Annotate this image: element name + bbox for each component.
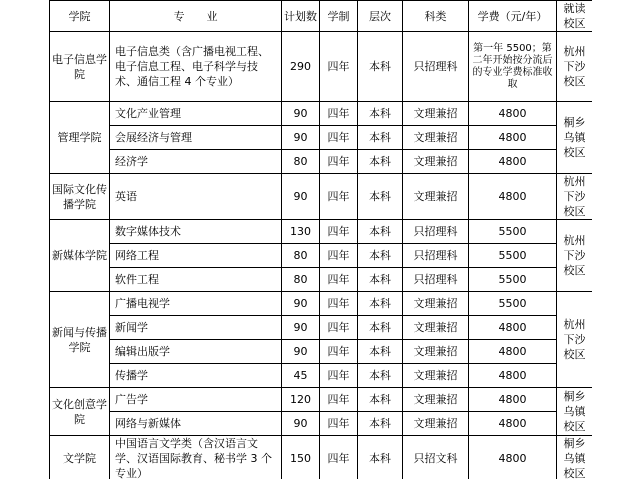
duration-cell: 四年 <box>320 244 358 268</box>
college-cell: 电子信息学院 <box>50 32 110 102</box>
quota-cell: 90 <box>282 292 320 316</box>
campus-cell: 杭州下沙校区 <box>557 174 593 220</box>
level-cell: 本科 <box>358 412 403 436</box>
fee-cell: 4800 <box>469 412 557 436</box>
category-cell: 文理兼招 <box>403 316 469 340</box>
major-cell: 网络与新媒体 <box>110 412 282 436</box>
fee-cell: 第一年 5500；第二年开始按分流后的专业学费标准收取 <box>469 32 557 102</box>
major-cell: 数字媒体技术 <box>110 220 282 244</box>
quota-cell: 90 <box>282 316 320 340</box>
category-cell: 文理兼招 <box>403 102 469 126</box>
table-row <box>50 126 593 150</box>
fee-cell: 4800 <box>469 316 557 340</box>
college-cell: 文化创意学院 <box>50 388 110 436</box>
category-cell: 只招理科 <box>403 32 469 102</box>
enrollment-table <box>49 0 592 479</box>
quota-cell: 120 <box>282 388 320 412</box>
campus-cell: 桐乡乌镇校区 <box>557 388 593 436</box>
fee-cell: 4800 <box>469 388 557 412</box>
college-cell: 新闻与传播学院 <box>50 292 110 388</box>
duration-cell: 四年 <box>320 340 358 364</box>
category-cell: 文理兼招 <box>403 340 469 364</box>
header-fee: 学费（元/年） <box>469 1 557 32</box>
table-row <box>50 436 593 479</box>
duration-cell: 四年 <box>320 174 358 220</box>
category-cell: 文理兼招 <box>403 150 469 174</box>
campus-cell: 杭州下沙校区 <box>557 220 593 292</box>
campus-cell: 桐乡乌镇校区 <box>557 102 593 174</box>
duration-cell: 四年 <box>320 436 358 479</box>
enrollment-plan-sheet <box>49 0 592 479</box>
header-category: 科类 <box>403 1 469 32</box>
quota-cell: 130 <box>282 220 320 244</box>
quota-cell: 45 <box>282 364 320 388</box>
table-row <box>50 244 593 268</box>
fee-cell: 4800 <box>469 436 557 479</box>
campus-cell: 杭州下沙校区 <box>557 292 593 388</box>
level-cell: 本科 <box>358 388 403 412</box>
table-row <box>50 268 593 292</box>
major-cell: 中国语言文学类（含汉语言文学、汉语国际教育、秘书学 3 个专业） <box>110 436 282 479</box>
level-cell: 本科 <box>358 292 403 316</box>
level-cell: 本科 <box>358 268 403 292</box>
table-row <box>50 340 593 364</box>
table-row <box>50 150 593 174</box>
level-cell: 本科 <box>358 150 403 174</box>
college-cell: 国际文化传播学院 <box>50 174 110 220</box>
table-row <box>50 32 593 102</box>
major-cell: 广播电视学 <box>110 292 282 316</box>
level-cell: 本科 <box>358 126 403 150</box>
quota-cell: 80 <box>282 268 320 292</box>
table-row <box>50 412 593 436</box>
category-cell: 文理兼招 <box>403 174 469 220</box>
campus-cell: 杭州下沙校区 <box>557 32 593 102</box>
level-cell: 本科 <box>358 174 403 220</box>
fee-cell: 4800 <box>469 150 557 174</box>
quota-cell: 150 <box>282 436 320 479</box>
level-cell: 本科 <box>358 102 403 126</box>
quota-cell: 90 <box>282 412 320 436</box>
level-cell: 本科 <box>358 316 403 340</box>
major-cell: 广告学 <box>110 388 282 412</box>
college-cell: 文学院 <box>50 436 110 479</box>
header-campus: 就读校区 <box>557 1 593 32</box>
major-cell: 网络工程 <box>110 244 282 268</box>
table-row <box>50 388 593 412</box>
quota-cell: 80 <box>282 150 320 174</box>
table-body <box>50 32 593 479</box>
quota-cell: 90 <box>282 126 320 150</box>
level-cell: 本科 <box>358 220 403 244</box>
fee-cell: 4800 <box>469 102 557 126</box>
table-row <box>50 316 593 340</box>
duration-cell: 四年 <box>320 364 358 388</box>
category-cell: 只招理科 <box>403 244 469 268</box>
header-level: 层次 <box>358 1 403 32</box>
major-cell: 新闻学 <box>110 316 282 340</box>
duration-cell: 四年 <box>320 220 358 244</box>
duration-cell: 四年 <box>320 32 358 102</box>
fee-cell: 4800 <box>469 126 557 150</box>
major-cell: 编辑出版学 <box>110 340 282 364</box>
category-cell: 只招文科 <box>403 436 469 479</box>
fee-cell: 5500 <box>469 268 557 292</box>
duration-cell: 四年 <box>320 126 358 150</box>
major-cell: 传播学 <box>110 364 282 388</box>
header-row <box>50 1 593 32</box>
duration-cell: 四年 <box>320 102 358 126</box>
college-cell: 管理学院 <box>50 102 110 174</box>
duration-cell: 四年 <box>320 412 358 436</box>
campus-cell: 桐乡乌镇校区 <box>557 436 593 479</box>
major-cell: 文化产业管理 <box>110 102 282 126</box>
category-cell: 文理兼招 <box>403 388 469 412</box>
category-cell: 文理兼招 <box>403 412 469 436</box>
major-cell: 软件工程 <box>110 268 282 292</box>
major-cell: 英语 <box>110 174 282 220</box>
header-duration: 学制 <box>320 1 358 32</box>
category-cell: 文理兼招 <box>403 292 469 316</box>
header-college: 学院 <box>50 1 110 32</box>
level-cell: 本科 <box>358 436 403 479</box>
level-cell: 本科 <box>358 340 403 364</box>
level-cell: 本科 <box>358 244 403 268</box>
category-cell: 只招理科 <box>403 268 469 292</box>
fee-cell: 4800 <box>469 174 557 220</box>
fee-cell: 4800 <box>469 340 557 364</box>
table-row <box>50 292 593 316</box>
table-row <box>50 102 593 126</box>
duration-cell: 四年 <box>320 316 358 340</box>
category-cell: 只招理科 <box>403 220 469 244</box>
major-cell: 电子信息类（含广播电视工程、电子信息工程、电子科学与技术、通信工程 4 个专业） <box>110 32 282 102</box>
table-row <box>50 364 593 388</box>
table-row <box>50 220 593 244</box>
quota-cell: 290 <box>282 32 320 102</box>
level-cell: 本科 <box>358 32 403 102</box>
quota-cell: 90 <box>282 102 320 126</box>
header-major: 专 业 <box>110 1 282 32</box>
table-row <box>50 174 593 220</box>
category-cell: 文理兼招 <box>403 364 469 388</box>
quota-cell: 80 <box>282 244 320 268</box>
fee-cell: 4800 <box>469 364 557 388</box>
fee-cell: 5500 <box>469 244 557 268</box>
major-cell: 会展经济与管理 <box>110 126 282 150</box>
duration-cell: 四年 <box>320 268 358 292</box>
duration-cell: 四年 <box>320 388 358 412</box>
major-cell: 经济学 <box>110 150 282 174</box>
duration-cell: 四年 <box>320 150 358 174</box>
college-cell: 新媒体学院 <box>50 220 110 292</box>
category-cell: 文理兼招 <box>403 126 469 150</box>
fee-cell: 5500 <box>469 292 557 316</box>
quota-cell: 90 <box>282 340 320 364</box>
level-cell: 本科 <box>358 364 403 388</box>
fee-cell: 5500 <box>469 220 557 244</box>
header-quota: 计划数 <box>282 1 320 32</box>
quota-cell: 90 <box>282 174 320 220</box>
duration-cell: 四年 <box>320 292 358 316</box>
